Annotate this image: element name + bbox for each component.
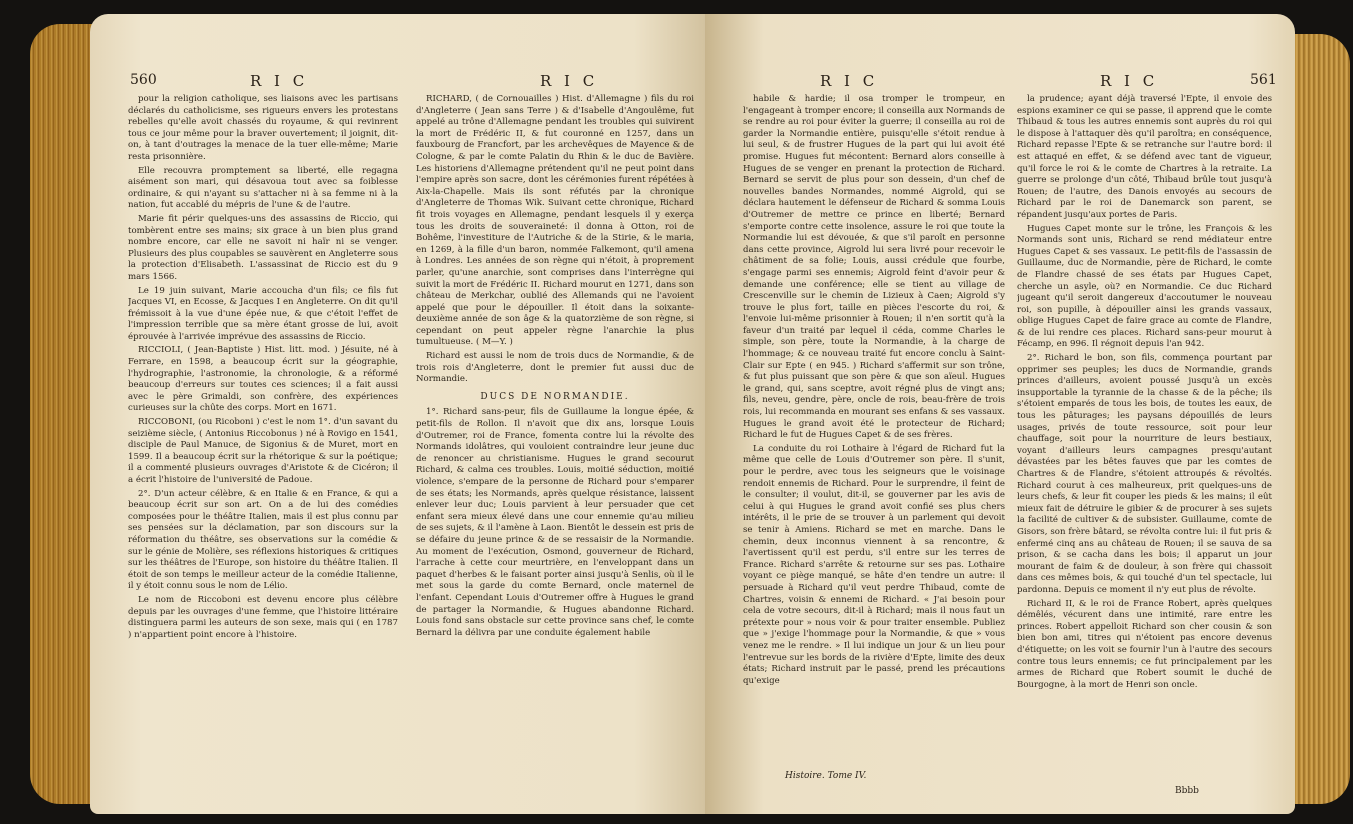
right-column-2 bbox=[1017, 94, 1272, 784]
paragraph: la prudence; ayant déjà traversé l'Epte, il envoie des espions examiner ce qui se passe, il apprend que le comte Thibaud & tous les autres ennemis sont auprès du roi qui le dispose à l'attaquer dès qu'il paroîtra; en conséquence, Richard repasse l'Epte & se retranche sur l'autre bord: il est attaqué en effet, & se défend avec tant de vigueur, qu'il force le roi & le comte de Chartres à la retraite. La guerre se prolonge d'un côté, Thibaud brûle tout jusqu'à Rouen; de l'autre, des Danois envoyés au secours de Richard par le roi de Danemarck son parent, se répandent jusqu'aux portes de Paris. bbox=[1017, 94, 1272, 220]
footer-title: Histoire. Tome IV. bbox=[785, 771, 867, 781]
paragraph: 2°. Richard le bon, son fils, commença pourtant par opprimer ses peuples; les ducs de Normandie, grands princes d'ailleurs, avoient poussé jusqu'à un excès insupportable la tyrannie de la chasse & de la pêche; ils s'étoient emparés de tous les bois, de toutes les eaux, de tous les pâturages; les paysans dépouillés de leurs usages, privés de toute ressource, soit pour leur chauffage, soit pour la nourriture de leurs bestiaux, voyant d'ailleurs leurs campagnes presqu'autant dévastées par les bêtes fauves que par les comtes de Chartres & de Flandre, s'étoient attroupés & révoltés. Richard courut à ces malheureux, prit quelques-uns de leurs chefs, & leur fit couper les pieds & les mains; il eût mieux fait de détruire le gibier & de procurer à ses sujets la facilité de cultiver & de subsister. Guillaume, comte de Gisors, son frère bâtard, se révolta contre lui: il fut pris & enfermé cinq ans au château de Rouen; il se sauva de sa prison, & se cacha dans les bois; il apparut un jour mourant de faim & de douleur, à son frère qui chassoit dans ces mêmes bois, & qui touché d'un tel spectacle, lui pardonna. Depuis ce moment il n'y eut plus de révolte. bbox=[1017, 353, 1272, 595]
paragraph: Hugues Capet monte sur le trône, les François & les Normands sont unis, Richard se rend médiateur entre Hugues Capet & ses vassaux. Le petit-fils de l'assassin de Guillaume, duc de Normandie, père de Richard, le comte de Flandre chassé de ses états par Hugues Capet, cherche un asyle, où? en Normandie. Ce duc Richard jugeant qu'il seroit dangereux d'accoutumer le nouveau roi, son pupille, à dépouiller ainsi les grands vassaux, oblige Hugues Capet de faire grace au comte de Flandre, & de lui rendre ces places. Richard sans-peur mourut à Fécamp, en 996. Il régnoit depuis l'an 942. bbox=[1017, 223, 1272, 350]
right-header-col2: R I C bbox=[1100, 72, 1159, 90]
paragraph: Richard II, & le roi de France Robert, après quelques démêlés, vécurent dans une intimité, rare entre les princes. Robert appelloit Richard son cher cousin & son bien bon ami, titres qui n'étoient pas encore devenus d'étiquette; on les voit se fournir l'un à l'autre des secours contre tous leurs ennemis; ce fut principalement par les armes de Richard que Robert soumit le duché de Bourgogne, à la mort de Henri son oncle. bbox=[1017, 598, 1272, 690]
paragraph: 1°. Richard sans-peur, fils de Guillaume la longue épée, & petit-fils de Rollon. Il n'avoit que dix ans, lorsque Louis d'Outremer, roi de France, fomenta contre lui la révolte des Normands idolâtres, qui vouloient contraindre leur jeune duc de renoncer au christianisme. Hugues le grand secourut Richard, & calma ces troubles. Louis, moitié séduction, moitié violence, s'empare de la personne de Richard pour s'emparer de ses états; les Normands, après quelque résistance, laissent enlever leur duc; Louis parvient à leur persuader que cet enfant sera mieux élevé dans une cour ennemie qu'au milieu de ses sujets, & il l'amène à Laon. Bientôt le dessein est pris de se défaire du jeune prince & de se ressaisir de la Normandie. Au moment de l'exécution, Osmond, gouverneur de Richard, l'arrache à cette cour meurtrière, en l'enveloppant dans un paquet d'herbes & le faisant porter ainsi jusqu'à Senlis, où il le met sous la garde du comte Bernard, oncle maternel de l'enfant. Cependant Louis d'Outremer offre à Hugues le grand de partager la Normandie, & Hugues abandonne Richard. Louis fond sans obstacle sur cette province sans chef, le comte Bernard la délivra par une conduite également habile bbox=[416, 407, 694, 638]
signature-mark: Bbbb bbox=[1175, 786, 1199, 796]
paragraph: La conduite du roi Lothaire à l'égard de Richard fut la même que celle de Louis d'Outremer son père. Il s'unit, pour le perdre, avec tous les seigneurs que le voisinage rendoit ennemis de Richard. Pour le surprendre, il feint de le consulter; il voulut, dit-il, se gouverner par les avis de celui à qui Hugues le grand avoit confié ses plus chers intérêts, il le prie de se trouver à un parlement qui devoit se tenir à Amiens. Richard se met en marche. Dans le chemin, deux inconnus viennent à sa rencontre, & l'avertissent qu'il est perdu, s'il entre sur les terres de France. Richard s'arrête & retourne sur ses pas. Lothaire voyant ce piège manqué, se hâte d'en tendre un autre: il persuade à Richard qu'il veut perdre Thibaud, comte de Chartres, voisin & ennemi de Richard. « J'ai besoin pour cela de votre secours, dit-il à Richard; mais il nous faut un prétexte pour » nous voir & pour traiter ensemble. Publiez que » j'exige l'hommage pour la Normandie, & que » vous venez me le rendre. » Il lui indique un jour & un lieu pour l'entrevue sur les bords de la rivière d'Epte, limite des deux états; Richard instruit par le passé, prend les précautions qu'exige bbox=[743, 443, 1005, 686]
paragraph: Richard est aussi le nom de trois ducs de Normandie, & de trois rois d'Angleterre, dont le premier fut aussi duc de Normandie. bbox=[416, 351, 694, 385]
right-column-1 bbox=[743, 94, 1005, 764]
paragraph: Le nom de Riccoboni est devenu encore plus célèbre depuis par les ouvrages d'une femme, que l'histoire littéraire distinguera parmi les auteurs de son sexe, mais qui ( en 1787 ) n'appartient point encore à l'histoire. bbox=[128, 594, 398, 640]
open-book bbox=[30, 14, 1330, 814]
paragraph: Le 19 juin suivant, Marie accoucha d'un fils; ce fils fut Jacques VI, en Ecosse, & Jacques I en Angleterre. On dit qu'il frémissoit à la vue d'une épée nue, & que c'étoit l'effet de l'impression terrible que sa mère étant grosse de lui, avoit éprouvée à l'arrivée imprévue des assassins de Riccio. bbox=[128, 285, 398, 342]
left-column-1 bbox=[128, 94, 398, 784]
paragraph: Marie fit périr quelques-uns des assassins de Riccio, qui tombèrent entre ses mains; six grace à un bien plus grand nombre encore, car elle ne savoit ni haïr ni se venger. Plusieurs des plus coupables se sauvèrent en Angleterre sous la protection d'Elisabeth. L'assassinat de Riccio est du 9 mars 1566. bbox=[128, 213, 398, 282]
section-heading: DUCS DE NORMANDIE. bbox=[480, 391, 630, 402]
paragraph: RICCIOLI, ( Jean-Baptiste ) Hist. litt. mod. ) Jésuite, né à Ferrare, en 1598, a beaucoup écrit sur la géographie, l'hydrographie, l'astronomie, la chronologie, & a réformé beaucoup d'erreurs sur toutes ces sciences; il a fait aussi avec le père Grimaldi, son confrère, des expériences curieuses sur la chûte des corps. Mort en 1671. bbox=[128, 345, 398, 414]
paragraph: 2°. D'un acteur célèbre, & en Italie & en France, & qui a beaucoup écrit sur son art. On a de lui des comédies composées pour le théâtre Italien, mais il est plus connu par ses pensées sur la déclamation, par son discours sur la réformation du théâtre, ses observations sur la comédie & sur le génie de Molière, ses réflexions historiques & critiques sur les théâtres de l'Europe, son histoire du théâtre Italien. Il étoit de son temps le meilleur acteur de la comédie Italienne, il y étoit connu sous le nom de Lélio. bbox=[128, 488, 398, 592]
paragraph: Elle recouvra promptement sa liberté, elle regagna aisément son mari, qui désavoua tout avec sa foiblesse ordinaire, & qui n'ayant su s'attacher ni à sa femme ni à la nation, fut accablé du mépris de l'une & de l'autre. bbox=[128, 165, 398, 211]
left-header-col2: R I C bbox=[540, 72, 599, 90]
paragraph: pour la religion catholique, ses liaisons avec les partisans déclarés du catholicisme, ses rigueurs envers les protestans rebelles qu'elle avoit chassés du royaume, & qui revinrent tous ce jour même pour la braver ouvertement; il joignit, dit-on, à tant d'outrages la menace de la tuer elle-même; Marie resta prisonnière. bbox=[128, 94, 398, 162]
left-page-number: 560 bbox=[130, 72, 157, 88]
paragraph: habile & hardie; il osa tromper le trompeur, en l'engageant à tromper encore; il conseilla aux Normands de se rendre au roi pour éviter la guerre; il conseilla au roi de garder la Normandie entière, puisqu'elle s'étoit rendue à lui seul, & de frustrer Hugues de la part qui lui avoit été promise. Hugues fut mécontent: Bernard alors conseille à Hugues de se venger en prenant la protection de Richard. Bernard se servit de plus pour son dessein, d'un chef de nouvelles bandes Normandes, nommé Aigrold, qui se déclara hautement le défenseur de Richard & somma Louis d'Outremer de mettre ce prince en liberté; Bernard s'emporte contre cette insolence, assure le roi que toute la Normandie lui est dévouée, & que s'il paroît en personne dans cette province, Aigrold lui sera livré pour recevoir le châtiment de sa folie; Louis, aussi crédule que fourbe, s'engage parmi ses ennemis; Aigrold feint d'avoir peur & demande une conférence; elle se tient au village de Crescenville sur le chemin de Lizieux à Caen; Aigrold s'y trouve le plus fort, taille en pièces l'escorte du roi, & l'envoie lui-même prisonnier à Rouen; il n'en sortit qu'à la faveur d'un traité par lequel il céda, comme Charles le simple, son père, toute la Normandie, à la charge de l'hommage; & ce nouveau traité fut encore conclu à Saint-Clair sur Epte ( en 945. ) Richard s'affermit sur son trône, & fut plus puissant que son père & que son aïeul. Hugues le grand, qui, sans sceptre, avoit régné plus de vingt ans; fils, neveu, gendre, père, oncle de rois, beau-frère de trois rois, lui recommanda en mourant ses enfans & ses vassaux. Hugues le grand avoit été le protecteur de Richard; Richard le fut de Hugues Capet & de ses frères. bbox=[743, 94, 1005, 441]
paragraph: RICCOBONI, (ou Ricoboni ) c'est le nom 1°. d'un savant du seizième siècle, ( Antonius Riccobonus ) né à Rovigo en 1541, disciple de Paul Manuce, de Sigonius & de Muret, mort en 1599. Il a beaucoup écrit sur la rhétorique & sur la poétique; il a commenté plusieurs ouvrages d'Aristote & de Cicéron; il a écrit l'histoire de l'université de Padoue. bbox=[128, 417, 398, 485]
left-header-col1: R I C bbox=[250, 72, 309, 90]
left-column-2 bbox=[416, 94, 694, 784]
left-page bbox=[90, 14, 730, 814]
right-page-number: 561 bbox=[1250, 72, 1277, 88]
right-page bbox=[705, 14, 1295, 814]
paragraph: RICHARD, ( de Cornouailles ) Hist. d'Allemagne ) fils du roi d'Angleterre ( Jean sans Terre ) & d'Isabelle d'Angoulême, fut appelé au trône d'Allemagne pendant les troubles qui suivirent la mort de Frédéric II, & fut couronné en 1257, dans un fauxbourg de Francfort, par les archevêques de Mayence & de Cologne, & par le comte Palatin du Rhin & le duc de Bavière. Les historiens d'Allemagne prétendent qu'il ne peut point dans l'empire après son sacre, dont les cérémonies furent répétées à Aix-la-Chapelle. Mais ils sont réfutés par la chronique d'Angleterre de Thomas Wik. Suivant cette chronique, Richard fit trois voyages en Allemagne, pendant lesquels il y exerça tous les droits de souveraineté: il donna à Otton, roi de Bohême, l'investiture de l'Autriche & de la Stirie, & le maria, en 1269, à la fille d'un baron, nommée Falkemont, qu'il amena à Londres. Les années de son règne qui n'étoit, à proprement parler, qu'une anarchie, sont comprises dans l'interrègne qui suivit la mort de Frédéric II. Richard mourut en 1271, dans son château de Merkchar, oublié des Allemands qui ne l'avoient appelé que pour le dépouiller. Il étoit dans la soixante-deuxième année de son âge & la quatorzième de son règne, si cependant on peut appeler règne l'anarchie la plus tumultueuse. ( M—Y. ) bbox=[416, 94, 694, 348]
right-header-col1: R I C bbox=[820, 72, 879, 90]
